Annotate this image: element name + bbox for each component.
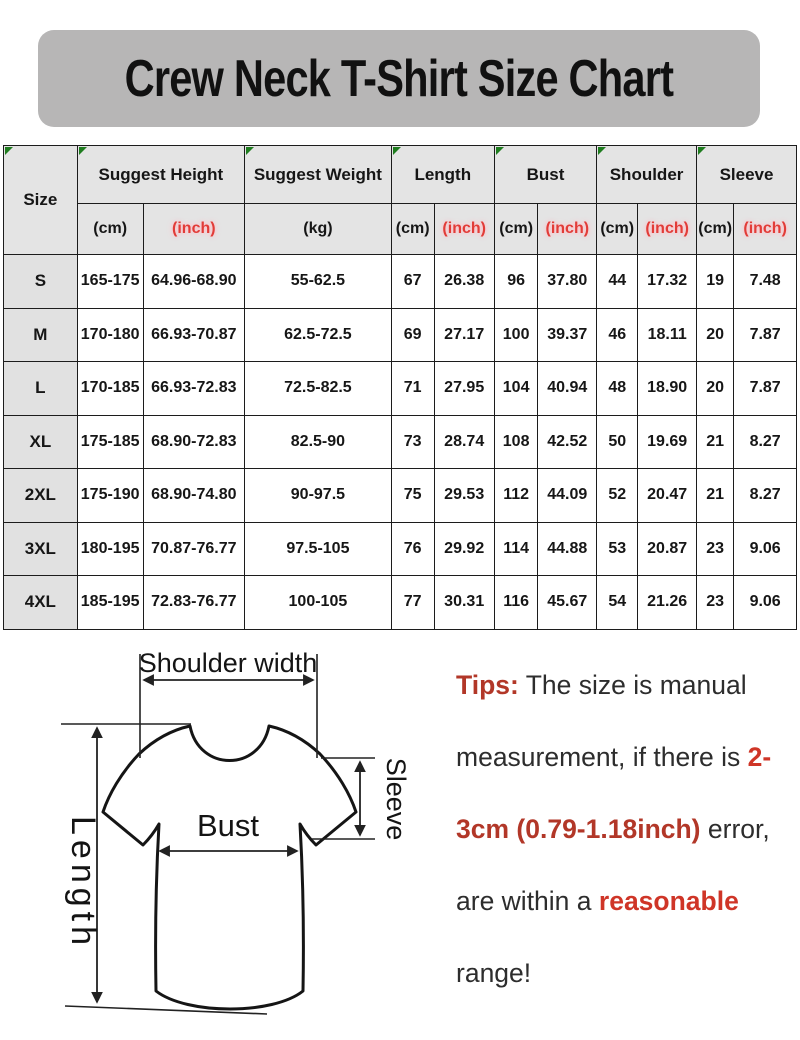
unit-header-bust-cm: (cm) [494, 204, 538, 255]
value-cell: 21.26 [638, 576, 697, 630]
value-cell: 8.27 [734, 469, 797, 523]
tips-error-range: 3cm (0.79-1.18inch) [456, 814, 701, 844]
shoulder-width-label: Shoulder width [138, 648, 318, 678]
value-cell: 30.31 [434, 576, 494, 630]
size-label-cell: 2XL [4, 469, 78, 523]
value-cell: 9.06 [734, 522, 797, 576]
tshirt-diagram-svg [15, 646, 440, 1040]
value-cell: 28.74 [434, 415, 494, 469]
value-cell: 82.5-90 [245, 415, 392, 469]
value-cell: 20 [697, 362, 734, 416]
col-header-shoulder: Shoulder [597, 146, 697, 204]
tips-reasonable-word: reasonable [598, 886, 739, 916]
unit-header-shoulder-cm: (cm) [597, 204, 638, 255]
unit-header-height-cm: (cm) [77, 204, 143, 255]
value-cell: 77 [391, 576, 434, 630]
unit-header-sleeve-cm: (cm) [697, 204, 734, 255]
value-cell: 21 [697, 469, 734, 523]
table-row [4, 415, 797, 469]
value-cell: 67 [391, 255, 434, 309]
tshirt-measurement-diagram [15, 646, 440, 1040]
value-cell: 175-190 [77, 469, 143, 523]
table-row [4, 469, 797, 523]
value-cell: 180-195 [77, 522, 143, 576]
value-cell: 185-195 [77, 576, 143, 630]
value-cell: 72.83-76.77 [143, 576, 245, 630]
value-cell: 29.53 [434, 469, 494, 523]
unit-header-length-cm: (cm) [391, 204, 434, 255]
value-cell: 46 [597, 308, 638, 362]
value-cell: 69 [391, 308, 434, 362]
title-banner [38, 30, 760, 127]
value-cell: 55-62.5 [245, 255, 392, 309]
value-cell: 23 [697, 522, 734, 576]
value-cell: 27.95 [434, 362, 494, 416]
unit-header-weight-kg: (kg) [245, 204, 392, 255]
value-cell: 90-97.5 [245, 469, 392, 523]
tips-line-5: range! [456, 958, 532, 988]
cell-corner-marker-icon [246, 147, 254, 155]
length-label: Length [64, 816, 102, 950]
value-cell: 18.90 [638, 362, 697, 416]
value-cell: 29.92 [434, 522, 494, 576]
tips-error-range-start: 2- [747, 742, 772, 772]
col-header-size: Size [4, 146, 78, 255]
value-cell: 20 [697, 308, 734, 362]
value-cell: 62.5-72.5 [245, 308, 392, 362]
value-cell: 66.93-72.83 [143, 362, 245, 416]
tips-line-4: are within a reasonable [456, 886, 739, 916]
value-cell: 44.88 [538, 522, 597, 576]
col-header-length: Length [391, 146, 494, 204]
value-cell: 42.52 [538, 415, 597, 469]
unit-header-height-inch: (inch) [143, 204, 245, 255]
cell-corner-marker-icon [598, 147, 606, 155]
tips-line-3: 3cm (0.79-1.18inch) error, [456, 814, 770, 844]
value-cell: 70.87-76.77 [143, 522, 245, 576]
value-cell: 100 [494, 308, 538, 362]
value-cell: 175-185 [77, 415, 143, 469]
cell-corner-marker-icon [79, 147, 87, 155]
value-cell: 17.32 [638, 255, 697, 309]
value-cell: 116 [494, 576, 538, 630]
value-cell: 170-185 [77, 362, 143, 416]
value-cell: 20.47 [638, 469, 697, 523]
size-label-cell: L [4, 362, 78, 416]
value-cell: 75 [391, 469, 434, 523]
value-cell: 18.11 [638, 308, 697, 362]
col-header-suggest-height: Suggest Height [77, 146, 244, 204]
value-cell: 20.87 [638, 522, 697, 576]
value-cell: 66.93-70.87 [143, 308, 245, 362]
value-cell: 96 [494, 255, 538, 309]
tips-keyword: Tips: [456, 670, 519, 700]
value-cell: 114 [494, 522, 538, 576]
value-cell: 53 [597, 522, 638, 576]
value-cell: 9.06 [734, 576, 797, 630]
value-cell: 73 [391, 415, 434, 469]
size-label-cell: M [4, 308, 78, 362]
value-cell: 54 [597, 576, 638, 630]
size-label-cell: S [4, 255, 78, 309]
size-table-body [4, 255, 797, 630]
value-cell: 21 [697, 415, 734, 469]
value-cell: 39.37 [538, 308, 597, 362]
tips-line-2: measurement, if there is 2- [456, 742, 772, 772]
tshirt-outline [103, 726, 356, 1009]
size-label-cell: 4XL [4, 576, 78, 630]
value-cell: 68.90-74.80 [143, 469, 245, 523]
unit-header-bust-inch: (inch) [538, 204, 597, 255]
value-cell: 71 [391, 362, 434, 416]
value-cell: 7.48 [734, 255, 797, 309]
value-cell: 44.09 [538, 469, 597, 523]
unit-header-length-inch: (inch) [434, 204, 494, 255]
value-cell: 97.5-105 [245, 522, 392, 576]
tips-note [456, 649, 800, 1009]
value-cell: 44 [597, 255, 638, 309]
value-cell: 165-175 [77, 255, 143, 309]
value-cell: 26.38 [434, 255, 494, 309]
col-header-suggest-weight: Suggest Weight [245, 146, 392, 204]
table-row [4, 308, 797, 362]
value-cell: 108 [494, 415, 538, 469]
value-cell: 76 [391, 522, 434, 576]
cell-corner-marker-icon [698, 147, 706, 155]
value-cell: 19 [697, 255, 734, 309]
unit-header-sleeve-inch: (inch) [734, 204, 797, 255]
table-row [4, 522, 797, 576]
size-label-cell: XL [4, 415, 78, 469]
col-header-bust: Bust [494, 146, 596, 204]
value-cell: 19.69 [638, 415, 697, 469]
cell-corner-marker-icon [5, 147, 13, 155]
cell-corner-marker-icon [496, 147, 504, 155]
value-cell: 50 [597, 415, 638, 469]
tips-line-1: Tips: The size is manual [456, 670, 747, 700]
sleeve-label: Sleeve [381, 757, 411, 841]
value-cell: 170-180 [77, 308, 143, 362]
cell-corner-marker-icon [393, 147, 401, 155]
value-cell: 27.17 [434, 308, 494, 362]
value-cell: 45.67 [538, 576, 597, 630]
value-cell: 48 [597, 362, 638, 416]
value-cell: 112 [494, 469, 538, 523]
value-cell: 52 [597, 469, 638, 523]
bust-label: Bust [196, 808, 260, 843]
table-row [4, 576, 797, 630]
page-title: Crew Neck T-Shirt Size Chart [124, 49, 674, 108]
value-cell: 40.94 [538, 362, 597, 416]
value-cell: 100-105 [245, 576, 392, 630]
col-header-sleeve: Sleeve [697, 146, 797, 204]
table-row [4, 362, 797, 416]
value-cell: 7.87 [734, 362, 797, 416]
value-cell: 72.5-82.5 [245, 362, 392, 416]
value-cell: 64.96-68.90 [143, 255, 245, 309]
unit-header-shoulder-inch: (inch) [638, 204, 697, 255]
size-label-cell: 3XL [4, 522, 78, 576]
value-cell: 68.90-72.83 [143, 415, 245, 469]
size-chart-table-wrap [3, 145, 797, 630]
value-cell: 8.27 [734, 415, 797, 469]
value-cell: 23 [697, 576, 734, 630]
table-row [4, 255, 797, 309]
value-cell: 37.80 [538, 255, 597, 309]
size-chart-table [3, 145, 797, 630]
value-cell: 104 [494, 362, 538, 416]
value-cell: 7.87 [734, 308, 797, 362]
